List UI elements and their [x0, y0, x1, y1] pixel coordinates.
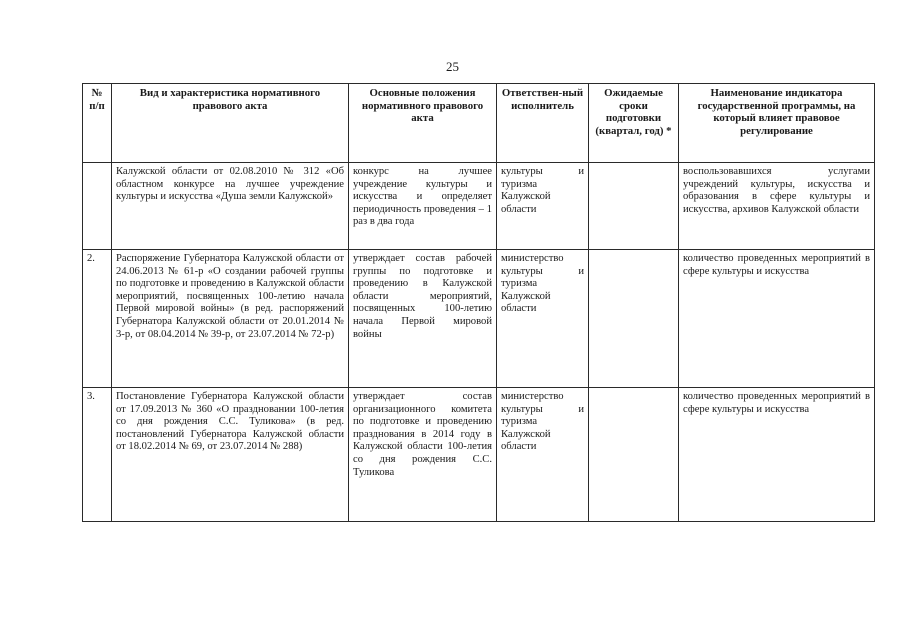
header-executor: Ответствен-ный исполнитель: [497, 84, 589, 163]
row-act: Постановление Губернатора Калужской области от 17.09.2013 № 360 «О праздновании 100-летия со дня рождения С.С. Туликова» (в ред. постановлений Губернатора Калужской области от 18.02.2014 № 69, от 23.07.2014 № 288): [112, 388, 349, 522]
row-provisions: утверждает состав организационного комитета по подготовке и проведению празднования в 2014 году в Калужской области 100-летия со дня рождения С.С. Туликова: [349, 388, 497, 522]
row-deadline: [589, 250, 679, 388]
row-deadline: [589, 163, 679, 250]
header-act-type: Вид и характеристика нормативного правового акта: [112, 84, 349, 163]
row-number: 2.: [83, 250, 112, 388]
row-executor: министерство культуры и туризма Калужской области: [497, 250, 589, 388]
row-executor: культуры и туризма Калужской области: [497, 163, 589, 250]
row-executor: министерство культуры и туризма Калужской области: [497, 388, 589, 522]
row-indicator: количество проведенных мероприятий в сфере культуры и искусства: [679, 388, 875, 522]
table-row: [83, 163, 875, 250]
header-indicator: Наименование индикатора государственной программы, на который влияет правовое регулирование: [679, 84, 875, 163]
table-header-row: [83, 84, 875, 163]
table-row: [83, 250, 875, 388]
row-act: Калужской области от 02.08.2010 № 312 «Об областном конкурсе на лучшее учреждение культуры и искусства «Душа земли Калужской»: [112, 163, 349, 250]
header-number: № п/п: [83, 84, 112, 163]
header-deadline: Ожидаемые сроки подготовки (квартал, год) *: [589, 84, 679, 163]
legal-acts-table: [82, 83, 875, 522]
row-number: [83, 163, 112, 250]
row-number: 3.: [83, 388, 112, 522]
row-act: Распоряжение Губернатора Калужской области от 24.06.2013 № 61-р «О создании рабочей группы по подготовке и проведению в Калужской области мероприятий, посвященных 100-летию начала Первой мировой войны» (в ред. распоряжений Губернатора Калужской области от 20.01.2014 № 3-р, от 08.04.2014 № 39-р, от 23.07.2014 № 72-р): [112, 250, 349, 388]
table-row: [83, 388, 875, 522]
row-deadline: [589, 388, 679, 522]
header-provisions: Основные положения нормативного правового акта: [349, 84, 497, 163]
row-indicator: воспользовавшихся услугами учреждений культуры, искусства и образования в сфере культуры и искусства, архивов Калужской области: [679, 163, 875, 250]
row-provisions: утверждает состав рабочей группы по подготовке и проведению в Калужской области мероприятий, посвященных 100-летию начала Первой мировой войны: [349, 250, 497, 388]
page-number: 25: [446, 59, 459, 74]
row-indicator: количество проведенных мероприятий в сфере культуры и искусства: [679, 250, 875, 388]
row-provisions: конкурс на лучшее учреждение культуры и искусства и определяет периодичность проведения – 1 раз в два года: [349, 163, 497, 250]
